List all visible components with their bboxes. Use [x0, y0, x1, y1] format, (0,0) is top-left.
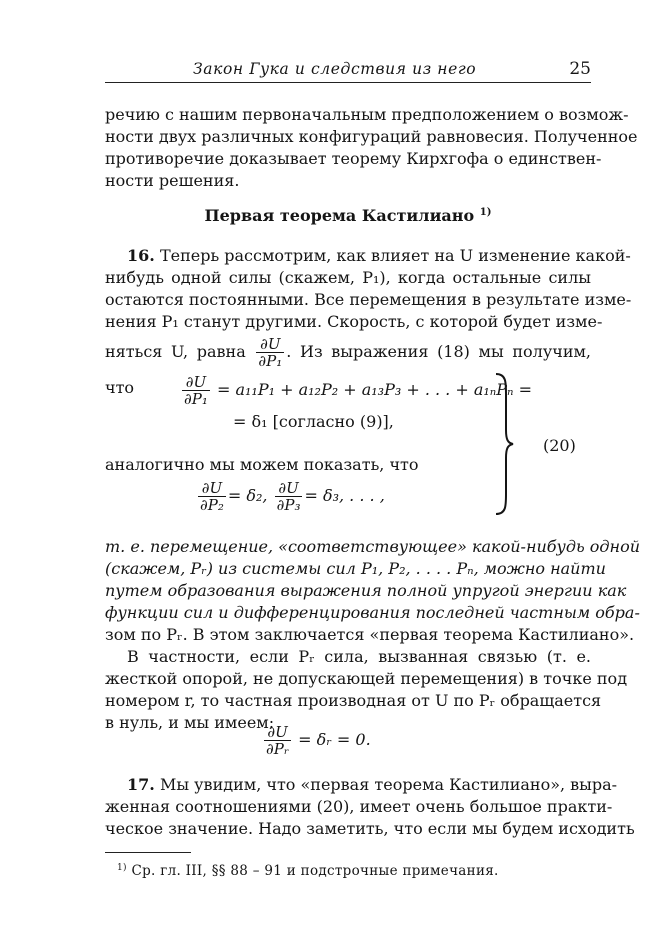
- text-fragment: няться U, равна: [105, 342, 246, 361]
- text-line: номером r, то частная производная от U по Pᵣ обращается: [105, 691, 602, 710]
- equation-rhs: = δᵣ = 0.: [298, 730, 371, 749]
- text-line: в нуль, и мы имеем:: [105, 713, 275, 732]
- paragraph-number: 17.: [127, 775, 155, 794]
- footnote-text: Ср. гл. III, §§ 88 – 91 и подстрочные примечания.: [131, 863, 499, 879]
- fraction-denominator: ∂P₁: [258, 352, 283, 370]
- paragraph-17: [105, 774, 635, 840]
- paragraph-particular: [105, 646, 628, 734]
- text-line: аналогично мы можем показать, что: [105, 455, 419, 474]
- text-line: В частности, если Pᵣ сила, вызванная связью (т. е.: [127, 647, 591, 666]
- footnote-reference: 1): [479, 207, 492, 218]
- footnote: [117, 863, 499, 879]
- fraction-denominator: ∂P₁: [184, 390, 208, 408]
- running-header: [105, 58, 591, 83]
- equation-rhs: = a₁₁P₁ + a₁₂P₂ + a₁₃P₃ + . . . + a₁ₙPₙ =: [216, 380, 533, 399]
- fraction-dU-dPr: [264, 724, 291, 757]
- text-line: зом по Pᵣ. В этом заключается «первая теорема Кастилиано».: [105, 625, 635, 644]
- fraction-dU-dP3: [275, 480, 303, 513]
- text-line-content: Мы увидим, что «первая теорема Кастилиано», выра-: [159, 775, 618, 794]
- equation-20-row1: [180, 374, 532, 407]
- paragraph-16: [105, 245, 632, 333]
- equation-number: (20): [543, 436, 576, 455]
- text-line: т. е. перемещение, «соответствующее» какой-нибудь одной: [105, 537, 641, 556]
- text-line: ческое значение. Надо заметить, что если мы будем исходить: [105, 819, 635, 838]
- equation-zero-displacement: [262, 724, 371, 757]
- equation-term: = δ₂,: [227, 486, 268, 505]
- footnote-mark: 1): [117, 863, 127, 873]
- fraction-numerator: ∂U: [182, 374, 210, 391]
- equation-row: = δ₁ [согласно (9)],: [233, 412, 394, 431]
- fraction-numerator: ∂U: [256, 336, 284, 353]
- fraction-denominator: ∂P₃: [276, 496, 301, 514]
- text-line: противоречие доказывает теорему Кирхгофа о единствен-: [105, 149, 602, 168]
- footnote-divider: [105, 852, 191, 853]
- paragraph-number: 16.: [127, 246, 155, 265]
- section-heading: [105, 206, 591, 225]
- text-line: ности решения.: [105, 171, 240, 190]
- text-line: (скажем, Pᵣ) из системы сил P₁, P₂, . . . . Pₙ, можно найти: [105, 559, 606, 578]
- equation-term: = δ₃, . . . ,: [304, 486, 385, 505]
- text-line-content: Теперь рассмотрим, как влияет на U изменение какой-: [159, 246, 631, 265]
- text-line: жесткой опорой, не допускающей перемещения) в точке под: [105, 669, 628, 688]
- fraction-denominator: ∂Pᵣ: [266, 740, 290, 758]
- page-number: 25: [569, 59, 591, 79]
- equation-20-row2: [233, 412, 394, 431]
- text-fragment: . Из выражения (18) мы получим, что: [105, 342, 592, 397]
- text-line: [105, 774, 618, 796]
- equation-20-text: [105, 455, 419, 474]
- fraction-denominator: ∂P₂: [200, 496, 224, 514]
- text-line: [105, 245, 631, 267]
- fraction-numerator: ∂U: [264, 724, 291, 741]
- text-line: путем образования выражения полной упругой энергии как: [105, 581, 627, 600]
- fraction-numerator: ∂U: [275, 480, 303, 497]
- fraction-numerator: ∂U: [198, 480, 226, 497]
- equation-20-row3: [196, 480, 385, 513]
- text-line: нения P₁ станут другими. Скорость, с которой будет изме-: [105, 312, 603, 331]
- running-title: Закон Гука и следствия из него: [193, 60, 477, 78]
- fraction-dU-dP1: [256, 336, 284, 369]
- text-line: остаются постоянными. Все перемещения в результате изме-: [105, 290, 632, 309]
- right-brace-icon: [494, 372, 514, 516]
- paragraph-continuation: [105, 104, 638, 192]
- text-line: речию с нашим первоначальным предположением о возмож-: [105, 105, 629, 124]
- section-heading-text: Первая теорема Кастилиано: [204, 206, 475, 225]
- paragraph-theorem: [105, 536, 641, 646]
- fraction-dU-dP1: [182, 374, 210, 407]
- text-line: женная соотношениями (20), имеет очень большое практи-: [105, 797, 613, 816]
- text-line: ности двух различных конфигураций равновесия. Полученное: [105, 127, 638, 146]
- text-line: функции сил и дифференцирования последней частным обра-: [105, 603, 640, 622]
- fraction-dU-dP2: [198, 480, 226, 513]
- text-line: нибудь одной силы (скажем, P₁), когда остальные силы: [105, 268, 591, 287]
